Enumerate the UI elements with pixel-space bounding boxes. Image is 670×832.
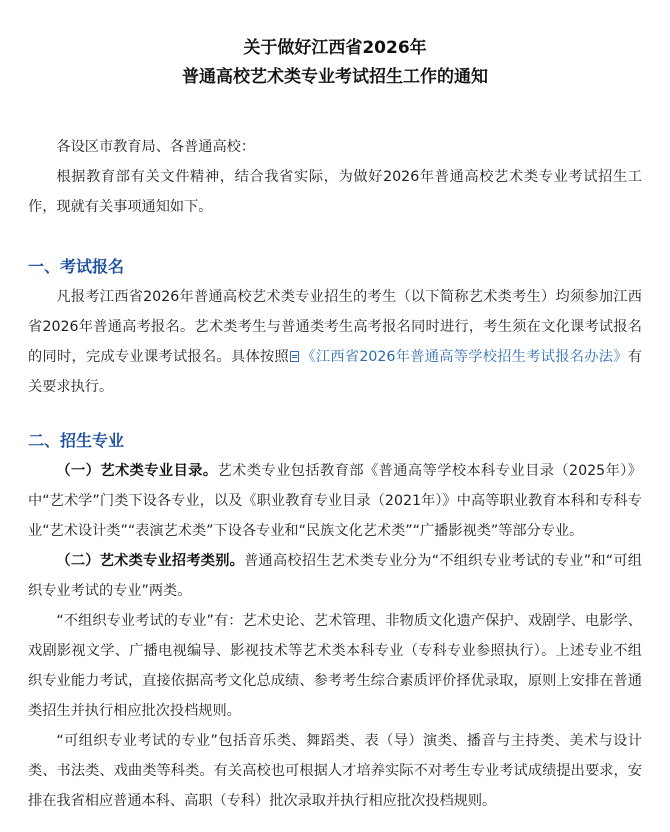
- document-title-line-1: 关于做好江西省2026年: [243, 38, 427, 58]
- intro-paragraph: 根据教育部有关文件精神，结合我省实际，为做好2026年普通高校艺术类专业考试招生工作，现就有关事项通知如下。: [28, 169, 642, 215]
- art-major-category-paragraph: [28, 546, 642, 606]
- exam-registration-paragraph: [28, 282, 642, 402]
- salutation: 各设区市教育局、各普通高校：: [56, 139, 256, 155]
- art-major-catalog-lead: （一）艺术类专业目录。: [56, 463, 218, 479]
- art-major-category-text: 普通高校招生艺术类专业分为“不组织专业考试的专业”和“可组织专业考试的专业”两类。: [28, 553, 642, 599]
- document-icon: [290, 351, 299, 362]
- section-heading-exam-registration: 一、考试报名: [28, 257, 125, 276]
- registration-rules-link[interactable]: [289, 349, 628, 365]
- non-exam-majors-paragraph: “不组织专业考试的专业”有：艺术史论、艺术管理、非物质文化遗产保护、戏剧学、电影学、戏剧影视文学、广播电视编导、影视技术等艺术类本科专业（专科专业参照执行）。上述专业不组织专业能力考试，直接依据高考文化总成绩、参考考生综合素质评价择优录取，原则上安排在普通类招生并执行相应批次投档规则。: [28, 613, 642, 719]
- art-major-category-lead: （二）艺术类专业招考类别。: [56, 553, 245, 569]
- exam-registration-text-end: 有关要求执行。: [28, 349, 642, 395]
- art-major-catalog-paragraph: [28, 456, 642, 546]
- registration-rules-link-text[interactable]: 《江西省2026年普通高等学校招生考试报名办法》: [301, 349, 628, 365]
- art-major-catalog-text: 艺术类专业包括教育部《普通高等学校本科专业目录（2025年）》中“艺术学”门类下设各专业，以及《职业教育专业目录（2021年）》中高等职业教育本科和专科专业“艺术设计类”“表演艺术类”下设各专业和“民族文化艺术类”“广播影视类”等部分专业。: [28, 463, 642, 539]
- exam-majors-paragraph: “可组织专业考试的专业”包括音乐类、舞蹈类、表（导）演类、播音与主持类、美术与设计类、书法类、戏曲类等科类。有关高校也可根据人才培养实际不对考生专业考试成绩提出要求，安排在我省相应普通本科、高职（专科）批次录取并执行相应批次投档规则。: [28, 733, 642, 809]
- exam-registration-text: 凡报考江西省2026年普通高校艺术类专业招生的考生（以下简称艺术类考生）均须参加江西省2026年普通高考报名。艺术类考生与普通类考生高考报名同时进行，考生须在文化课考试报名的同时，完成专业课考试报名。具体按照: [28, 289, 642, 365]
- section-heading-majors: 二、招生专业: [28, 431, 125, 450]
- document-title-line-2: 普通高校艺术类专业考试招生工作的通知: [182, 67, 488, 87]
